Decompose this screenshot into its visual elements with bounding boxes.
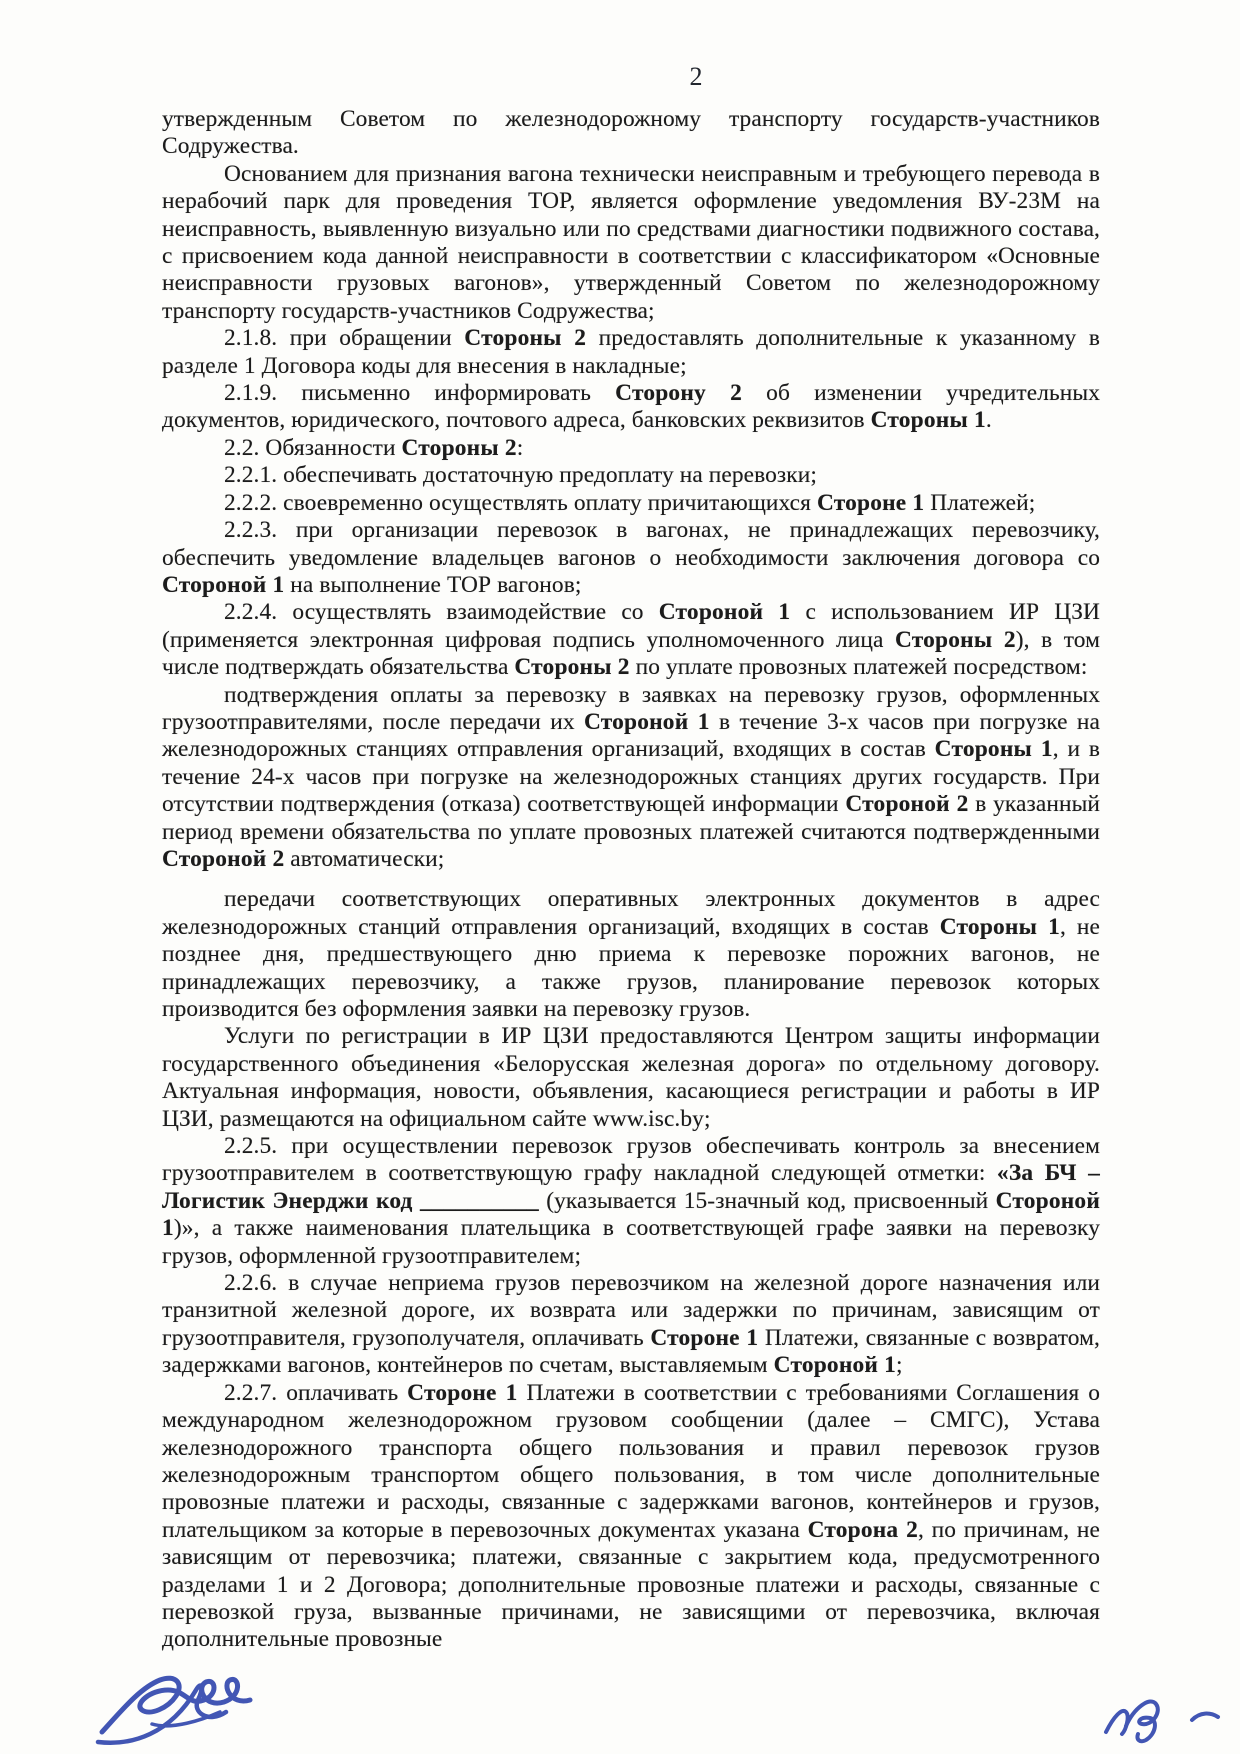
text-run: утвержденным Советом по железнодорожному транспорту государств-участников Содружества. (162, 106, 1100, 160)
text-run: 2.1.8. при обращении (224, 325, 465, 352)
paragraph (162, 682, 1100, 874)
text-run: подтверждения оплаты за перевозку в заявках на перевозку грузов, оформленных грузоотправителями, после передачи их (162, 681, 1100, 735)
text-run: , по причинам, не зависящим от перевозчика; платежи, связанные с закрытием кода, предусмотренного разделами 1 и 2 Договора; дополнительные провозные платежи и расходы, связанные с перевозкой груза, вызванные причинами, не зависящими от перевозчика, включая дополнительные провозные (162, 1516, 1100, 1653)
text-run: )», а также наименования плательщика в соответствующей графе заявки на перевозку грузов, оформленной грузоотправителем; (162, 1215, 1100, 1269)
bold-text-run: Стороной 1 (162, 1187, 1100, 1242)
bold-text-run: Стороны 2 (514, 654, 630, 681)
text-run: Услуги по регистрации в ИР ЦЗИ предоставляются Центром защиты информации государственного объединения «Белорусская железная дорога» по отдельному договору. Актуальная информация, новости, объявления, касающиеся регистрации и работы в ИР ЦЗИ, размещаются на официальном сайте www.isc.by; (162, 1023, 1100, 1132)
paragraph (162, 435, 1100, 462)
bold-text-run: Стороне 1 (407, 1379, 518, 1406)
signature-left-handwritten-icon (92, 1650, 342, 1750)
bold-text-run: Стороной 1 (583, 708, 710, 735)
text-run: 2.2.7. оплачивать (224, 1379, 408, 1406)
bold-text-run: Стороной 1 (773, 1352, 897, 1379)
text-run: 2.2.2. своевременно осуществлять оплату причитающихся (224, 489, 817, 516)
text-run: Основанием для признания вагона технически неисправным и требующего перевода в нерабочий парк для проведения ТОР, является оформление уведомления ВУ-23М на неисправность, выявленную визуально или по средствами диагностики подвижного состава, с присвоением кода данной неисправности в соответствии с классификатором «Основные неисправности грузовых вагонов», утвержденный Советом по железнодорожному транспорту государств-участников Содружества; (162, 160, 1100, 324)
paragraph (162, 380, 1100, 435)
bold-text-run: Стороны 1 (934, 736, 1053, 763)
text-run: ), в том числе подтверждать обязательства (162, 626, 1100, 681)
paragraph (162, 1023, 1100, 1133)
bold-text-run: Стороной 2 (845, 791, 969, 818)
document-body (162, 106, 1100, 1654)
paragraph (162, 325, 1100, 380)
bold-text-run: Стороне 1 (816, 489, 925, 516)
paragraph (162, 161, 1100, 325)
text-run: 2.2. Обязанности (224, 434, 402, 461)
paragraph (162, 886, 1100, 1023)
text-run: по уплате провозных платежей посредством: (629, 654, 1088, 681)
bold-text-run: Стороной 2 (162, 845, 285, 872)
paragraph (162, 106, 1100, 161)
text-run: Платежи в соответствии с требованиями Соглашения о международном железнодорожном грузовом сообщении (далее – СМГС), Устава железнодорожного транспорта общего пользования и правил перевозок грузов железнодорожным транспортом общего пользования, в том числе дополнительные провозные платежи и расходы, связанные с задержками вагонов, контейнеров и грузов, плательщиком за которые в перевозочных документах указана (162, 1379, 1100, 1543)
text-run: об изменении учредительных документов, юридического, почтового адреса, банковских реквизитов (162, 380, 1100, 434)
text-run: . (985, 407, 992, 434)
text-run: 2.2.6. в случае неприема грузов перевозчиком на железной дороге назначения или транзитной железной дороге, их возврата или задержки по причинам, зависящим от грузоотправителя, грузополучателя, оплачивать (162, 1270, 1100, 1351)
text-run: в течение 3-х часов при погрузке на железнодорожных станциях отправления организаций, входящих в состав (162, 708, 1101, 763)
text-run: с использованием ИР ЦЗИ (применяется электронная цифровая подпись уполномоченного лица (162, 599, 1101, 653)
text-run: передачи соответствующих оперативных электронных документов в адрес железнодорожных станций отправления организаций, входящих в состав (162, 886, 1100, 940)
text-run: (указывается 15-значный код, присвоенный (538, 1187, 996, 1214)
paragraph (162, 1133, 1100, 1270)
paragraph (162, 517, 1100, 599)
bold-text-run: Сторону 2 (615, 380, 743, 407)
initials-right-handwritten-icon (1100, 1690, 1230, 1746)
paragraph (162, 1270, 1100, 1380)
bold-text-run: Стороной 1 (658, 599, 791, 626)
text-run: : (516, 434, 524, 461)
paragraph (162, 490, 1100, 517)
text-run: Платежей; (924, 489, 1036, 516)
text-run: Платежи, связанные с возвратом, задержками вагонов, контейнеров по счетам, выставляемым (162, 1324, 1100, 1379)
bold-text-run: Сторона 2 (807, 1516, 918, 1543)
text-run: ; (896, 1352, 903, 1379)
paragraph (162, 462, 1100, 489)
text-run: , не позднее дня, предшествующего дню приема к перевозке порожних вагонов, не принадлежащих перевозчику, а также грузов, планирование перевозок которых производится без оформления заявки на перевозку грузов. (162, 913, 1101, 1022)
bold-text-run: Стороны 2 (401, 434, 517, 461)
text-run: автоматически; (284, 845, 445, 872)
text-run: 2.2.5. при осуществлении перевозок грузов обеспечивать контроль за внесением грузоотправителем в соответствующую графу накладной следующей отметки: (162, 1133, 1100, 1187)
text-run: предоставлять дополнительные к указанному в разделе 1 Договора коды для внесения в накладные; (162, 325, 1100, 379)
text-run: , и в течение 24-х часов при погрузке на железнодорожных станциях других государств. При отсутствии подтверждения (отказа) соответствующей информации (162, 736, 1100, 818)
text-run: 2.2.1. обеспечивать достаточную предоплату на перевозки; (224, 462, 817, 489)
bold-text-run: Стороне 1 (650, 1324, 759, 1351)
text-run: в указанный период времени обязательства по уплате провозных платежей считаются подтвержденными (162, 791, 1101, 845)
bold-text-run: Стороны 2 (464, 325, 587, 352)
text-run: 2.2.4. осуществлять взаимодействие со (224, 599, 659, 626)
text-run: 2.2.3. при организации перевозок в вагонах, не принадлежащих перевозчику, обеспечить уведомление владельцев вагонов о необходимости заключения договора со (162, 517, 1100, 571)
paragraph (162, 1380, 1100, 1654)
text-run: на выполнение ТОР вагонов; (284, 571, 582, 598)
bold-text-run: Стороны 2 (894, 626, 1016, 653)
bold-text-run: Стороной 1 (162, 571, 285, 598)
text-run: 2.1.9. письменно информировать (224, 380, 616, 407)
bold-text-run: Стороны 1 (939, 913, 1061, 940)
paragraph (162, 599, 1100, 681)
page-number: 2 (689, 62, 703, 91)
bold-text-run: «За БЧ – Логистик Энерджи код __________ (162, 1160, 1100, 1214)
bold-text-run: Стороны 1 (870, 407, 986, 434)
